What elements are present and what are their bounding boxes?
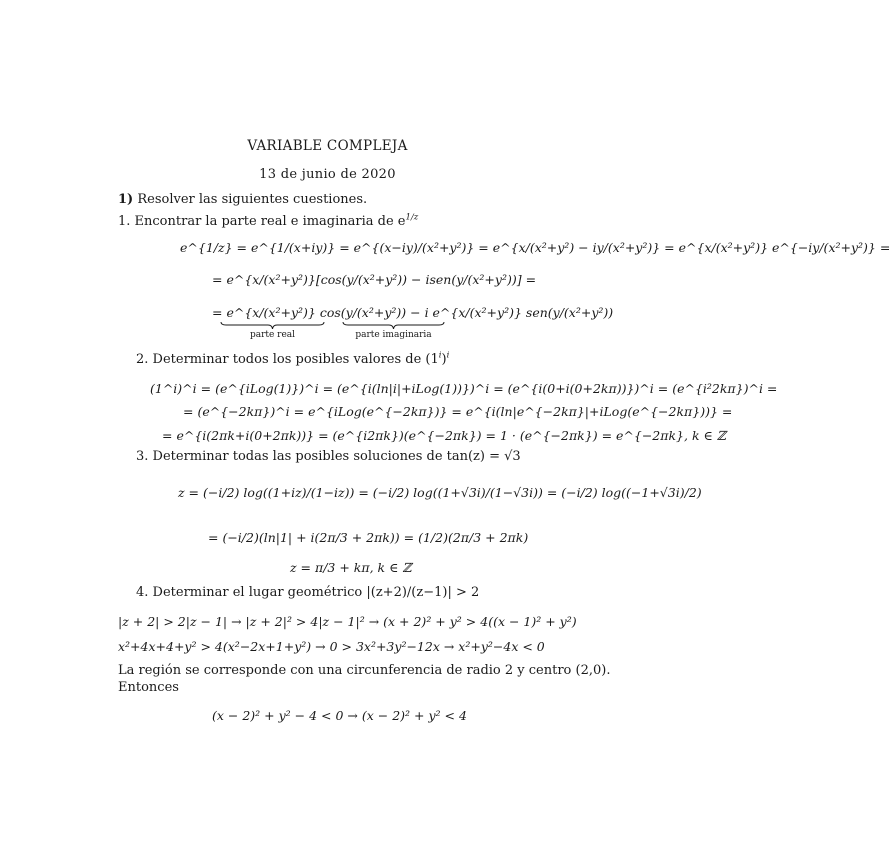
q2-prompt-text: 2. Determinar todos los posibles valores de (1 [136,352,439,367]
q4-prompt: 4. Determinar el lugar geométrico |(z+2)/(z−1)| > 2 [136,585,480,600]
q2-equation-line-2: = (e^{−2kπ})^i = e^{iLog(e^{−2kπ})} = e^{i(ln|e^{−2kπ}|+iLog(e^{−2kπ}))} = [183,404,733,419]
q3-equation-line-3: z = π/3 + kπ, k ∈ ℤ [290,560,412,575]
q1-prompt-text: 1. Encontrar la parte real e imaginaria de e [118,214,406,229]
section-heading [118,192,367,207]
q1-prompt [118,214,418,229]
q3-prompt: 3. Determinar todas las posibles soluciones de tan(z) = √3 [136,449,521,464]
q4-text-1: La región se corresponde con una circunferencia de radio 2 y centro (2,0). [118,663,611,678]
label-parte-real: parte real [249,330,296,340]
q4-equation-line-2: x²+4x+4+y² > 4(x²−2x+1+y²) → 0 > 3x²+3y²−12x → x²+y²−4x < 0 [118,639,545,654]
q1-equation-line-1: e^{1/z} = e^{1/(x+iy)} = e^{(x−iy)/(x²+y²)} = e^{x/(x²+y²) − iy/(x²+y²)} = e^{x/(x²+y²)} e^{−iy/(x²+y²)} = [180,240,890,255]
q1-prompt-exponent: 1/z [405,212,419,223]
q1-equation-line-3: = e^{x/(x²+y²)} cos(y/(x²+y²)) − i e^{x/(x²+y²)} sen(y/(x²+y²)) [212,305,614,320]
q4-equation-line-1: |z + 2| > 2|z − 1| → |z + 2|² > 4|z − 1|² → (x + 2)² + y² > 4((x − 1)² + y²) [118,614,577,629]
q2-prompt: 2. Determinar todos los posibles valores de $(1^i)^i$ [136,350,450,367]
label-parte-imaginaria: parte imaginaria [355,330,432,340]
document-date: 13 de junio de 2020 [259,167,396,182]
underbrace-imaginary [342,321,445,330]
q4-text-2: Entonces [118,680,179,695]
q2-prompt-tail: ) [441,352,447,367]
q4-equation-line-3: (x − 2)² + y² − 4 < 0 → (x − 2)² + y² < 4 [212,708,467,723]
brace-real-part [220,321,325,340]
section-number: 1) [118,192,134,207]
q2-equation-line-3: = e^{i(2πk+i(0+2πk))} = (e^{i2πk})(e^{−2πk}) = 1 · (e^{−2πk}) = e^{−2πk}, k ∈ ℤ [162,428,726,443]
q3-equation-line-1: z = (−i/2) log((1+iz)/(1−iz)) = (−i/2) log((1+√3i)/(1−√3i)) = (−i/2) log((−1+√3i)/2) [178,485,702,500]
section-text: Resolver las siguientes cuestiones. [137,192,368,207]
q2-equation-line-1: (1^i)^i = (e^{iLog(1)})^i = (e^{i(ln|i|+iLog(1))})^i = (e^{i(0+i(0+2kπ))})^i = (e^{i²2kπ})^i = [150,381,778,396]
document-title: VARIABLE COMPLEJA [247,138,408,154]
q3-equation-line-2: = (−i/2)(ln|1| + i(2π/3 + 2πk)) = (1/2)(2π/3 + 2πk) [208,530,529,545]
q1-equation-line-2: = e^{x/(x²+y²)}[cos(y/(x²+y²)) − isen(y/(x²+y²))] = [212,272,537,287]
brace-imaginary-part [342,321,445,340]
underbrace-real [220,321,325,330]
